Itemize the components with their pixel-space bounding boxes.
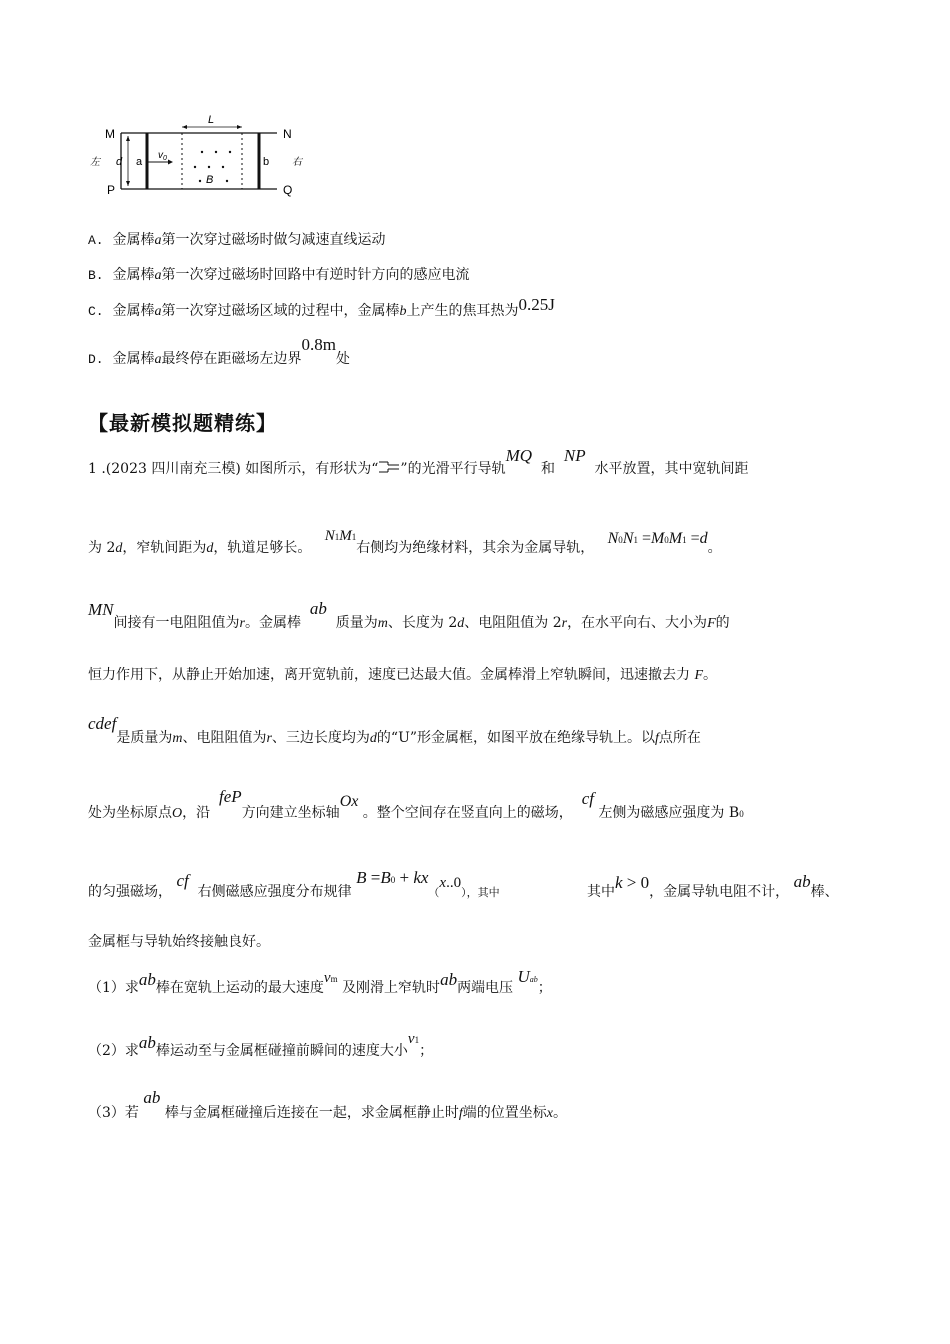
var-f: F (694, 668, 704, 683)
option-text: 第一次穿过磁场区域的过程中，金属棒 (161, 303, 400, 319)
rod-ab: ab (138, 970, 156, 989)
option-letter: D. (88, 352, 104, 367)
text: 。 (707, 540, 722, 556)
option-text: 第一次穿过磁场时做匀减速直线运动 (161, 232, 386, 248)
text: ； (537, 980, 552, 996)
text: （2）求 (88, 1043, 139, 1059)
origin-o: O (172, 806, 183, 821)
text: 、电阻阻值为 2 (464, 615, 562, 631)
rail-diagram (85, 115, 315, 205)
text: 的 (715, 615, 730, 631)
option-text: 最终停在距磁场左边界 (161, 351, 302, 367)
direction-fep: feP (219, 787, 242, 806)
text: 两端电压 (457, 980, 514, 996)
text: 右侧均为绝缘材料，其余为金属导轨， (356, 540, 595, 556)
var-r: r (561, 616, 568, 631)
text: 其中 (587, 884, 615, 900)
option-text: 上产生的焦耳热为 (406, 303, 519, 319)
label-v0: $v_0$ (158, 150, 167, 162)
problem-line-3 (88, 599, 730, 632)
heat-value: 0.25J (518, 295, 555, 314)
text: 棒运动至与金属框碰撞前瞬间的速度大小 (155, 1043, 408, 1059)
rod-ab: ab (440, 970, 458, 989)
text: （ (428, 886, 440, 899)
text: ； (419, 1043, 434, 1059)
segment-mn: MN (88, 600, 114, 619)
label-Q: Q (283, 183, 293, 197)
text: 处为坐标原点 (88, 805, 172, 821)
text: 的匀强磁场， (88, 884, 172, 900)
label-a: a (136, 156, 143, 168)
rod-ab: ab (793, 872, 811, 891)
label-B: B (206, 174, 214, 186)
rail-np: NP (563, 446, 586, 465)
distance-value: 0.8m (301, 335, 336, 354)
var-d: d (115, 541, 123, 556)
text: 左侧为磁感应强度为 B (598, 805, 740, 821)
text: 及刚滑上窄轨时 (342, 980, 441, 996)
question-1 (88, 967, 552, 997)
domain-condition: x..0 (439, 875, 462, 891)
var-f-point: f (655, 731, 659, 746)
var-d: d (206, 541, 214, 556)
option-text: 金属棒 (112, 267, 155, 283)
problem-line-7-tail (587, 872, 839, 901)
text: ”的光滑平行导轨 (400, 461, 506, 477)
label-b: b (263, 156, 270, 168)
label-L: L (208, 115, 215, 126)
boundary-n1m1: N1M1 (324, 528, 357, 544)
var-m: m (172, 731, 183, 746)
max-velocity: vm (323, 970, 338, 986)
text: 1 .(2023 四川南充三模) 如图所示，有形状为“ (88, 461, 379, 477)
boundary-cf: cf (581, 789, 594, 808)
problem-line-8 (88, 931, 270, 951)
text: 。 (703, 667, 718, 683)
label-M: M (105, 127, 115, 141)
option-letter: A. (88, 233, 104, 248)
option-letter: C. (88, 304, 104, 319)
option-text: 处 (336, 351, 350, 367)
option-text: 金属棒 (112, 232, 155, 248)
text: 间接有一电阻阻值为 (113, 615, 240, 631)
text: 。金属棒 (244, 615, 301, 631)
rod-ab: ab (143, 1088, 161, 1107)
velocity-v1: v1 (407, 1031, 420, 1047)
text: 棒、 (810, 884, 839, 900)
label-d: d (116, 156, 123, 168)
var-k: k (615, 873, 623, 892)
option-a (88, 229, 386, 249)
rail-shape-icon (378, 460, 400, 474)
text: 质量为 (335, 615, 378, 631)
question-2 (88, 1031, 434, 1060)
var-d: d (457, 616, 465, 631)
k-condition: > 0 (622, 873, 650, 892)
label-right: 右 (292, 157, 302, 168)
text: 是质量为 (116, 730, 173, 746)
option-d (88, 335, 350, 368)
var-b: b (399, 304, 407, 319)
text: 、电阻阻值为 (182, 730, 267, 746)
problem-line-1 (88, 446, 749, 478)
label-P: P (107, 183, 116, 197)
text: 。 (552, 1105, 567, 1121)
text: ，在水平向右、大小为 (567, 615, 708, 631)
var-x: x (546, 1106, 553, 1121)
problem-line-5 (88, 714, 701, 747)
problem-line-4 (88, 664, 717, 684)
boundary-cf: cf (176, 871, 189, 890)
problem-line-6 (88, 787, 744, 822)
text: ，金属导轨电阻不计， (649, 884, 790, 900)
text: 水平放置，其中宽轨间距 (594, 461, 749, 477)
option-c (88, 295, 555, 320)
length-equation: N0N1 =M0M1 =d (607, 530, 708, 547)
var-a: a (154, 352, 162, 367)
var-d: d (369, 731, 377, 746)
var-a: a (154, 268, 162, 283)
problem-line-2 (88, 528, 722, 557)
var-a: a (154, 304, 162, 319)
text: 、三边长度均为 (271, 730, 370, 746)
axis-ox: Ox (339, 793, 359, 810)
var-a: a (154, 233, 162, 248)
text: 棒在宽轨上运动的最大速度 (155, 980, 324, 996)
label-N: N (283, 127, 292, 141)
option-text: 金属棒 (112, 351, 155, 367)
text: 点所在 (658, 730, 701, 746)
option-b (88, 264, 470, 284)
question-3 (88, 1088, 567, 1122)
option-letter: B. (88, 268, 104, 283)
text: 金属框与导轨始终接触良好。 (88, 934, 270, 950)
text: 的“U”形金属框，如图平放在绝缘导轨上。以 (376, 730, 656, 746)
voltage-uab: Uab (517, 967, 538, 986)
field-law: B =B0 + kx (356, 868, 429, 887)
text: 右侧磁感应强度分布规律 (197, 884, 352, 900)
var-r: r (266, 731, 272, 746)
text: 方向建立坐标轴 (241, 805, 340, 821)
text: 、长度为 2 (387, 615, 458, 631)
subscript: 0 (739, 809, 744, 819)
text: 棒与金属框碰撞后连接在一起，求金属框静止时 (164, 1105, 459, 1121)
text: 端的位置坐标 (462, 1105, 547, 1121)
text: ，沿 (182, 805, 211, 821)
text: ，窄轨间距为 (122, 540, 207, 556)
var-f: F (707, 616, 716, 631)
rail-mq: MQ (505, 446, 533, 465)
section-heading: 【最新模拟题精练】 (88, 411, 277, 435)
option-text: 金属棒 (112, 303, 155, 319)
text: 为 2 (88, 540, 116, 556)
var-m: m (377, 616, 388, 631)
var-f-point: f (458, 1106, 463, 1121)
text: ，轨道足够长。 (213, 540, 312, 556)
text: （1）求 (88, 980, 139, 996)
rod-ab: ab (309, 599, 327, 618)
text: ），其中 (461, 886, 500, 899)
text: 。整个空间存在竖直向上的磁场， (362, 805, 573, 821)
text (500, 884, 504, 900)
var-r: r (239, 616, 245, 631)
option-text: 第一次穿过磁场时回路中有逆时针方向的感应电流 (161, 267, 470, 283)
frame-cdef: cdef (88, 714, 117, 733)
text: 恒力作用下，从静止开始加速，离开宽轨前，速度已达最大值。金属棒滑上窄轨瞬间，迅速撤去力 (88, 667, 690, 683)
problem-line-7 (88, 868, 504, 901)
rod-ab: ab (138, 1033, 156, 1052)
text: （3）若 (88, 1105, 139, 1121)
text: 和 (540, 461, 555, 477)
label-left: 左 (90, 157, 100, 168)
